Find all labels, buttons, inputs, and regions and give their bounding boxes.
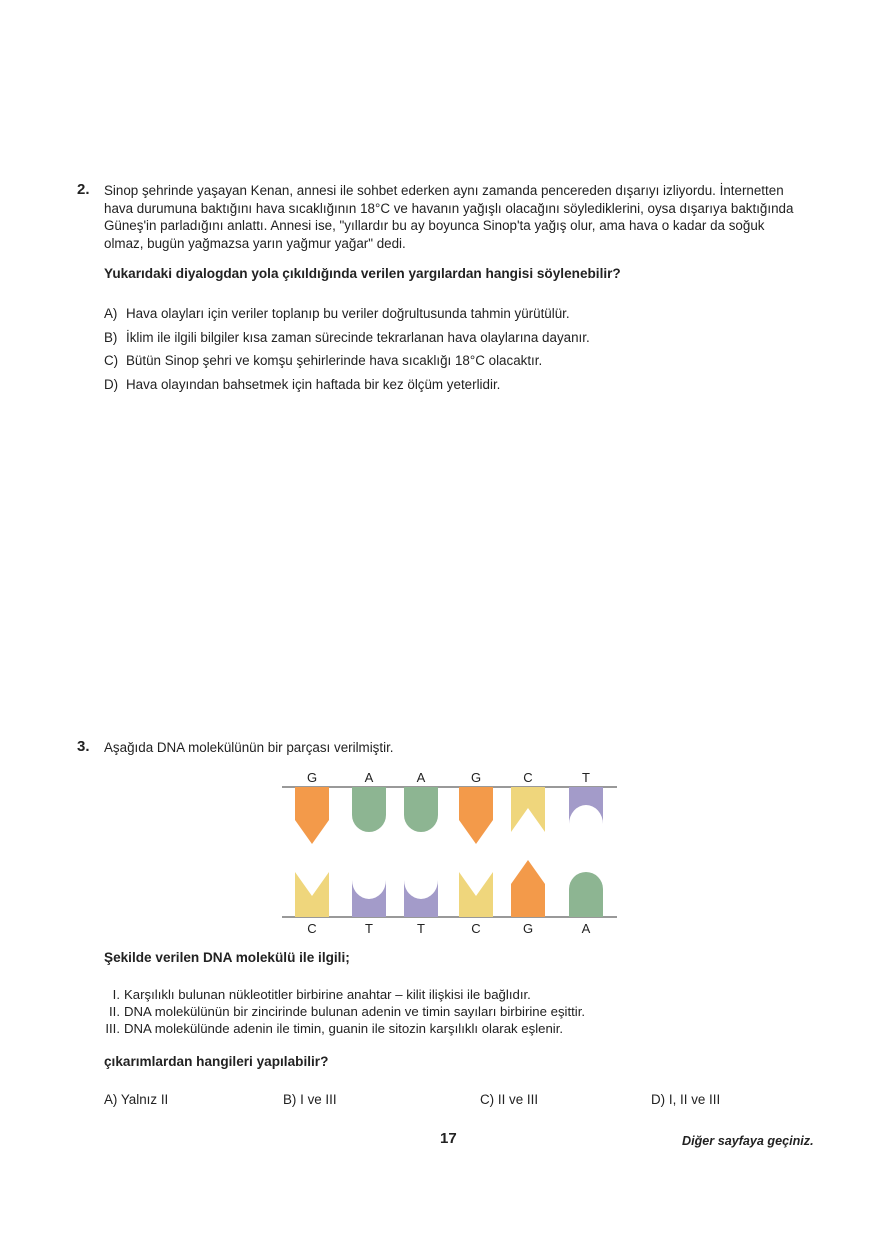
top-base-label: C — [523, 770, 533, 785]
dna-diagram — [260, 762, 630, 942]
paragraph-line: Güneş'in parladığını anlattı. Annesi ise, "yıllardır bu ay boyunca Sinop'ta yağış olur, ama hava o kadar da soğuk — [104, 218, 765, 233]
nucleotide-bottom-G — [511, 860, 545, 917]
nucleotide-bottom-C — [295, 872, 329, 917]
option-label: B) — [104, 330, 118, 345]
next-page-note: Diğer sayfaya geçiniz. — [682, 1134, 814, 1148]
bottom-base-label: C — [471, 921, 481, 936]
nucleotide-top-C — [511, 787, 545, 832]
statement-text: DNA molekülünün bir zincirinde bulunan adenin ve timin sayıları birbirine eşittir. — [124, 1004, 586, 1019]
top-base-label: G — [470, 770, 482, 785]
option-c[interactable] — [104, 353, 542, 368]
paragraph-line: olmaz, bugün yağmazsa yarın yağmur yağar" dedi. — [104, 235, 406, 251]
option-a[interactable] — [104, 306, 570, 321]
option-text: Bütün Sinop şehri ve komşu şehirlerinde hava sıcaklığı 18°C olacaktır. — [126, 353, 543, 368]
answer-label: C) — [480, 1092, 495, 1107]
option-text: İklim ile ilgili bilgiler kısa zaman sürecinde tekrarlanan hava olaylarına dayanır. — [126, 330, 590, 345]
nucleotide-bottom-T — [352, 880, 386, 917]
question-3-intro: Aşağıda DNA molekülünün bir parçası verilmiştir. — [104, 740, 394, 755]
answer-label: D) — [651, 1092, 666, 1107]
statement-roman: I. — [112, 987, 120, 1002]
question-3-number: 3. — [77, 738, 90, 755]
question-2-paragraph — [104, 182, 834, 252]
bottom-base-label: C — [307, 921, 317, 936]
page-number: 17 — [440, 1130, 457, 1147]
statement-text: Karşılıklı bulunan nükleotitler birbirine anahtar – kilit ilişkisi ile bağlıdır. — [124, 987, 531, 1002]
nucleotide-top-A — [404, 787, 438, 832]
statement-2 — [100, 1003, 585, 1020]
bottom-nucleotides — [295, 860, 603, 917]
nucleotide-top-G — [459, 787, 493, 844]
answer-label: B) — [283, 1092, 297, 1107]
answer-d[interactable] — [651, 1092, 720, 1107]
top-nucleotides — [295, 787, 603, 844]
option-text: Hava olayları için veriler toplanıp bu veriler doğrultusunda tahmin yürütülür. — [126, 306, 570, 321]
answer-a[interactable] — [104, 1092, 168, 1107]
question-2-number: 2. — [77, 181, 90, 198]
option-b[interactable] — [104, 330, 590, 345]
statement-1 — [100, 986, 531, 1003]
bottom-base-label: A — [581, 921, 591, 936]
answer-c[interactable] — [480, 1092, 538, 1107]
question-3-prompt: çıkarımlardan hangileri yapılabilir? — [104, 1054, 329, 1069]
option-label: D) — [104, 377, 119, 392]
question-2-prompt: Yukarıdaki diyalogdan yola çıkıldığında verilen yargılardan hangisi söylenebilir? — [104, 266, 621, 281]
nucleotide-bottom-A — [569, 872, 603, 917]
question-3-lead: Şekilde verilen DNA molekülü ile ilgili; — [104, 950, 350, 965]
nucleotide-top-T — [569, 787, 603, 824]
option-d[interactable] — [104, 377, 500, 392]
nucleotide-top-G — [295, 787, 329, 844]
top-base-label: G — [306, 770, 318, 785]
answer-b[interactable] — [283, 1092, 337, 1107]
bottom-base-label: T — [417, 921, 425, 936]
answer-label: A) — [104, 1092, 118, 1107]
paragraph-line: Sinop şehrinde yaşayan Kenan, annesi ile sohbet ederken aynı zamanda pencereden dışarıyı izliyordu. İnternetten — [104, 183, 784, 198]
answer-text: Yalnız II — [120, 1092, 169, 1107]
statement-3 — [100, 1020, 563, 1037]
bottom-base-label: G — [522, 921, 534, 936]
answer-text: I ve III — [300, 1092, 337, 1107]
answer-text: II ve III — [497, 1092, 539, 1107]
option-label: A) — [104, 306, 118, 321]
top-base-label: A — [416, 770, 426, 785]
option-text: Hava olayından bahsetmek için haftada bir kez ölçüm yeterlidir. — [126, 377, 501, 392]
top-base-label: T — [582, 770, 590, 785]
statement-roman: III. — [105, 1021, 120, 1036]
answer-text: I, II ve III — [668, 1092, 721, 1107]
nucleotide-top-A — [352, 787, 386, 832]
nucleotide-bottom-C — [459, 872, 493, 917]
bottom-base-label: T — [365, 921, 373, 936]
statement-roman: II. — [109, 1004, 120, 1019]
paragraph-line: hava durumuna baktığını hava sıcaklığının 18°C ve havanın yağışlı olacağını söylediklerini, oysa dışarıya baktığında — [104, 200, 794, 216]
statement-text: DNA molekülünde adenin ile timin, guanin ile sitozin karşılıklı olarak eşlenir. — [124, 1021, 564, 1036]
top-base-label: A — [364, 770, 374, 785]
nucleotide-bottom-T — [404, 880, 438, 917]
option-label: C) — [104, 353, 119, 368]
